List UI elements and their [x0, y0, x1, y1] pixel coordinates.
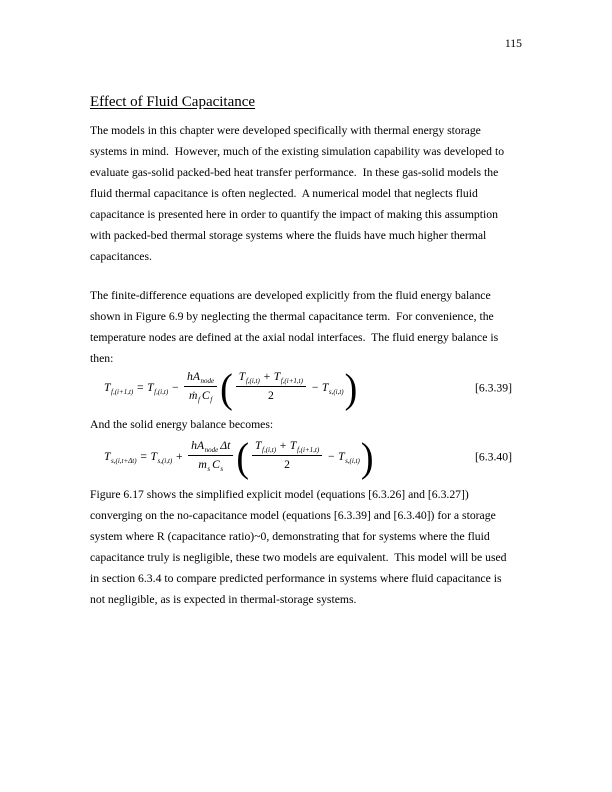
- coefficient-fraction: [184, 371, 217, 405]
- symbol-main: T: [150, 450, 157, 464]
- text-line: capacitance is presented here in order to quantify the impact of making this assumption: [90, 208, 498, 221]
- minus-sign: −: [171, 381, 180, 395]
- paragraph-intro: [90, 120, 522, 267]
- symbol-subscript: f,(i+1,t): [296, 445, 320, 454]
- term: [198, 459, 210, 471]
- symbol-subscript: f,(i,t): [154, 388, 169, 397]
- fraction-numerator: [236, 371, 306, 386]
- text-line: Figure 6.17 shows the simplified explicit model (equations [6.3.26] and [6.3.27]): [90, 488, 469, 501]
- close-paren: ): [344, 366, 358, 412]
- minus-sign: −: [310, 381, 319, 395]
- symbol-main: T: [104, 450, 111, 464]
- fraction-numerator: [184, 371, 217, 386]
- text-line: in section 6.3.4 to compare predicted performance in systems where fluid capacitance is: [90, 572, 502, 585]
- fraction-denominator: 2: [284, 457, 291, 471]
- equals-sign: =: [136, 381, 145, 395]
- term: [290, 440, 319, 452]
- symbol-main: m: [198, 457, 207, 471]
- symbol-subscript: f: [210, 395, 213, 404]
- minus-sign: −: [327, 450, 336, 464]
- symbol-subscript: f,(i,t): [245, 376, 260, 385]
- term-lhs: [104, 450, 137, 466]
- text-line: system where R (capacitance ratio)~0, demonstrating that for systems where the fluid: [90, 530, 490, 543]
- text-line: shown in Figure 6.9 by neglecting the thermal capacitance term. For convenience, the: [90, 310, 494, 323]
- open-paren: (: [220, 366, 233, 412]
- symbol-main: Δt: [220, 438, 231, 452]
- symbol-subscript: f,(i+1,t): [280, 376, 303, 385]
- open-paren: (: [236, 435, 250, 481]
- paragraph-finite-difference: [90, 285, 522, 369]
- close-paren: ): [360, 435, 374, 481]
- term: [212, 459, 223, 471]
- text-line: capacitances.: [90, 250, 152, 263]
- plus-sign: +: [279, 438, 287, 452]
- symbol-main: hA: [191, 438, 205, 452]
- average-temp-fraction: [252, 440, 322, 474]
- symbol-main: C: [212, 457, 220, 471]
- symbol-subscript: s: [207, 464, 211, 473]
- symbol-subscript: f,(i,t): [262, 445, 277, 454]
- equals-sign: =: [139, 450, 148, 464]
- symbol-main: T: [238, 369, 246, 383]
- fraction-denominator: [186, 387, 215, 406]
- symbol-subscript: s,(i,t): [328, 388, 344, 397]
- term: [255, 440, 276, 452]
- equation-6-3-40: [90, 433, 522, 481]
- text-line: then:: [90, 352, 114, 365]
- symbol-subscript: node: [200, 376, 215, 385]
- equation-6-3-39: [90, 364, 522, 412]
- paragraph-solid-balance-lead: [90, 414, 522, 435]
- text-line: with packed-bed thermal storage systems where the fluids have much higher thermal: [90, 229, 487, 242]
- symbol-main: T: [104, 381, 111, 395]
- delta-t-term: [220, 440, 230, 452]
- symbol-subscript: s,(i,t): [157, 457, 173, 466]
- symbol-main: T: [338, 450, 345, 464]
- equation-label: [6.3.40]: [474, 450, 512, 464]
- term: [274, 371, 303, 383]
- text-line: fluid thermal capacitance is often neglected. A numerical model that neglects fluid: [90, 187, 478, 200]
- symbol-subscript: node: [204, 445, 219, 454]
- paragraph-figure-617: [90, 484, 522, 610]
- symbol-main: T: [273, 369, 281, 383]
- symbol-main: C: [201, 388, 210, 402]
- term-lhs: [104, 381, 134, 397]
- term-solid-temp: [150, 450, 173, 466]
- text-line: The finite-difference equations are developed explicitly from the fluid energy balance: [90, 289, 491, 302]
- fraction-denominator: [195, 456, 226, 475]
- fraction-numerator: [252, 440, 322, 455]
- symbol-subscript: s,(i,t): [345, 457, 360, 466]
- text-line: And the solid energy balance becomes:: [90, 418, 274, 431]
- term: [187, 371, 214, 383]
- symbol-main: T: [255, 438, 262, 452]
- term: [191, 440, 218, 452]
- symbol-subscript: s: [220, 464, 224, 473]
- term-fluid-temp: [147, 381, 169, 397]
- symbol-main: T: [321, 381, 329, 395]
- text-line: converging on the no-capacitance model (equations [6.3.39] and [6.3.40]) for a storage: [90, 509, 496, 522]
- term-solid-temp: [338, 450, 360, 466]
- plus-sign: +: [262, 369, 271, 383]
- section-heading: Effect of Fluid Capacitance: [90, 94, 256, 110]
- text-line: not negligible, as is expected in thermal-storage systems.: [90, 593, 357, 606]
- fraction-numerator: [188, 440, 233, 455]
- text-line: evaluate gas-solid packed-bed heat transfer performance. In these gas-solid models the: [90, 166, 499, 179]
- symbol-main: T: [147, 381, 154, 395]
- coefficient-fraction: [188, 440, 233, 474]
- symbol-main: T: [289, 438, 297, 452]
- term: [239, 371, 260, 383]
- plus-sign: +: [175, 450, 184, 464]
- text-line: temperature nodes are defined at the axial nodal interfaces. The fluid energy balance is: [90, 331, 499, 344]
- text-line: capacitance truly is negligible, these two models are equivalent. This model will be used: [90, 551, 507, 564]
- text-line: systems in mind. However, much of the existing simulation capability was developed to: [90, 145, 505, 158]
- symbol-subscript: s,(i,t+Δt): [111, 457, 137, 466]
- symbol-subscript: f: [197, 395, 200, 404]
- symbol-main: hA: [187, 369, 201, 383]
- term: [189, 390, 200, 402]
- fraction-denominator: 2: [267, 388, 274, 402]
- average-temp-fraction: [236, 371, 306, 405]
- equation-label: [6.3.39]: [474, 381, 512, 395]
- symbol-main: ṁ: [189, 388, 198, 402]
- page-number: 115: [504, 37, 522, 50]
- symbol-subscript: f,(i+1,t): [111, 388, 134, 397]
- term: [202, 390, 212, 402]
- text-line: The models in this chapter were developed specifically with thermal energy storage: [90, 124, 481, 137]
- term-solid-temp: [321, 381, 344, 397]
